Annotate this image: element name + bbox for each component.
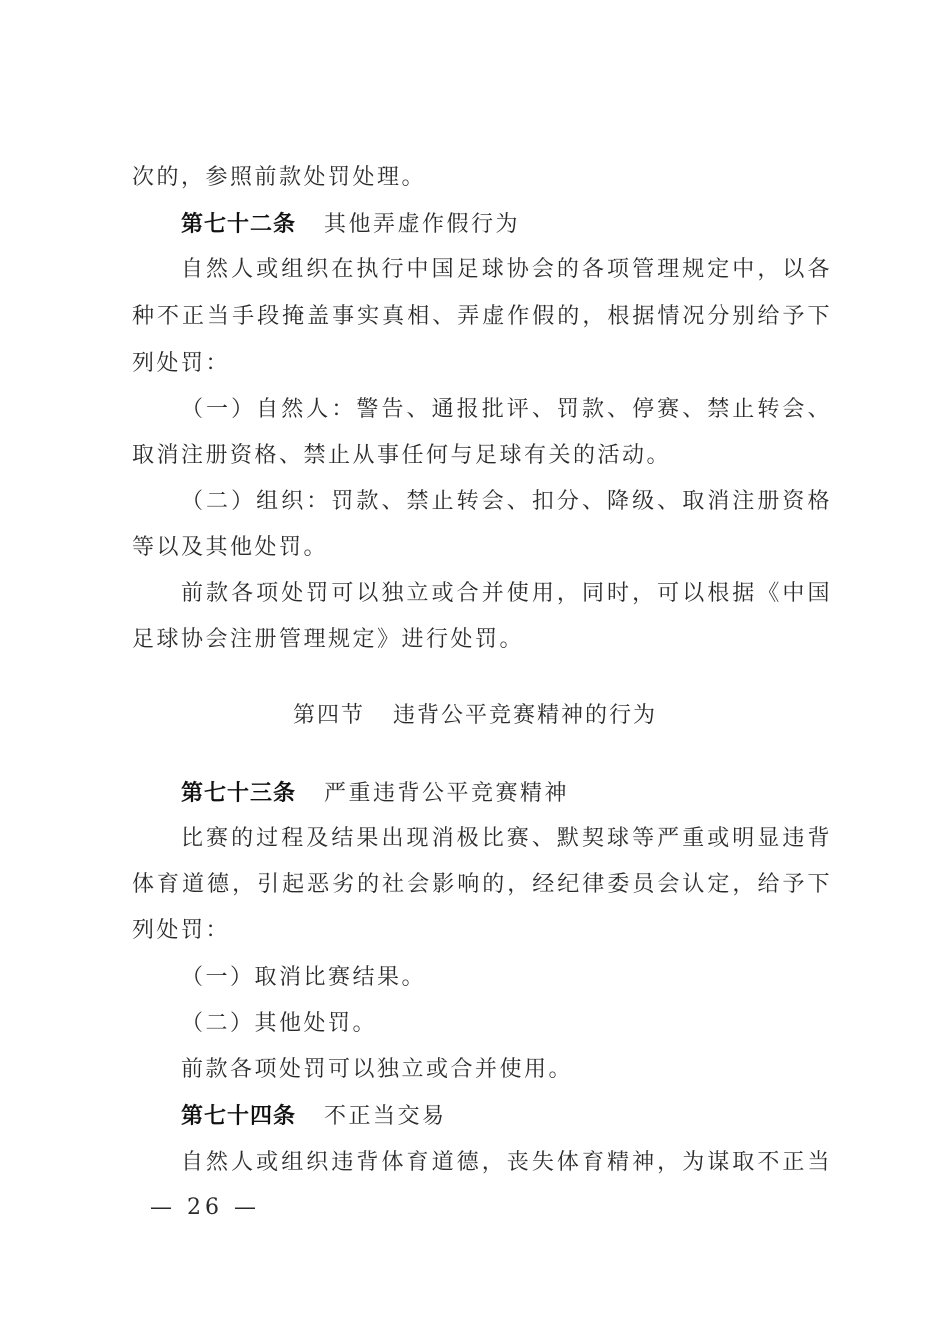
paragraph-line: 取消注册资格、禁止从事任何与足球有关的活动。 xyxy=(132,443,672,468)
paragraph-line: 次的，参照前款处罚处理。 xyxy=(132,165,427,190)
article-number: 第七十三条 xyxy=(181,780,297,806)
paragraph-line: （二）其他处罚。 xyxy=(181,1011,378,1036)
paragraph-line: 前款各项处罚可以独立或合并使用，同时，可以根据《中国 xyxy=(181,581,832,606)
article-73-heading xyxy=(181,779,832,808)
paragraph-line: （一）自然人：警告、通报批评、罚款、停赛、禁止转会、 xyxy=(181,397,832,422)
article-number: 第七十四条 xyxy=(181,1103,297,1129)
article-title: 不正当交易 xyxy=(324,1104,447,1129)
article-title: 严重违背公平竞赛精神 xyxy=(324,781,570,806)
paragraph-line: 列处罚： xyxy=(132,351,231,376)
article-72-heading xyxy=(181,210,832,239)
paragraph-line: 比赛的过程及结果出现消极比赛、默契球等严重或明显违背 xyxy=(181,826,832,851)
article-number: 第七十二条 xyxy=(181,211,297,237)
section-heading xyxy=(0,702,950,730)
paragraph-line: 足球协会注册管理规定》进行处罚。 xyxy=(132,627,525,652)
article-74-heading xyxy=(181,1102,832,1131)
article-title: 其他弄虚作假行为 xyxy=(324,212,521,237)
paragraph-line: （一）取消比赛结果。 xyxy=(181,965,427,990)
paragraph-line: 体育道德，引起恶劣的社会影响的，经纪律委员会认定，给予下 xyxy=(132,872,832,897)
paragraph-line: 列处罚： xyxy=(132,918,231,943)
section-title: 违背公平竞赛精神的行为 xyxy=(393,703,658,728)
paragraph-line: 前款各项处罚可以独立或合并使用。 xyxy=(181,1057,574,1082)
paragraph-line: （二）组织：罚款、禁止转会、扣分、降级、取消注册资格 xyxy=(181,489,832,514)
page-number: — 26 — xyxy=(150,1195,260,1220)
paragraph-line: 种不正当手段掩盖事实真相、弄虚作假的，根据情况分别给予下 xyxy=(132,304,832,329)
paragraph-line: 等以及其他处罚。 xyxy=(132,535,329,560)
section-number: 第四节 xyxy=(292,703,365,728)
paragraph-line: 自然人或组织违背体育道德，丧失体育精神，为谋取不正当 xyxy=(181,1150,832,1175)
paragraph-line: 自然人或组织在执行中国足球协会的各项管理规定中，以各 xyxy=(181,257,832,282)
